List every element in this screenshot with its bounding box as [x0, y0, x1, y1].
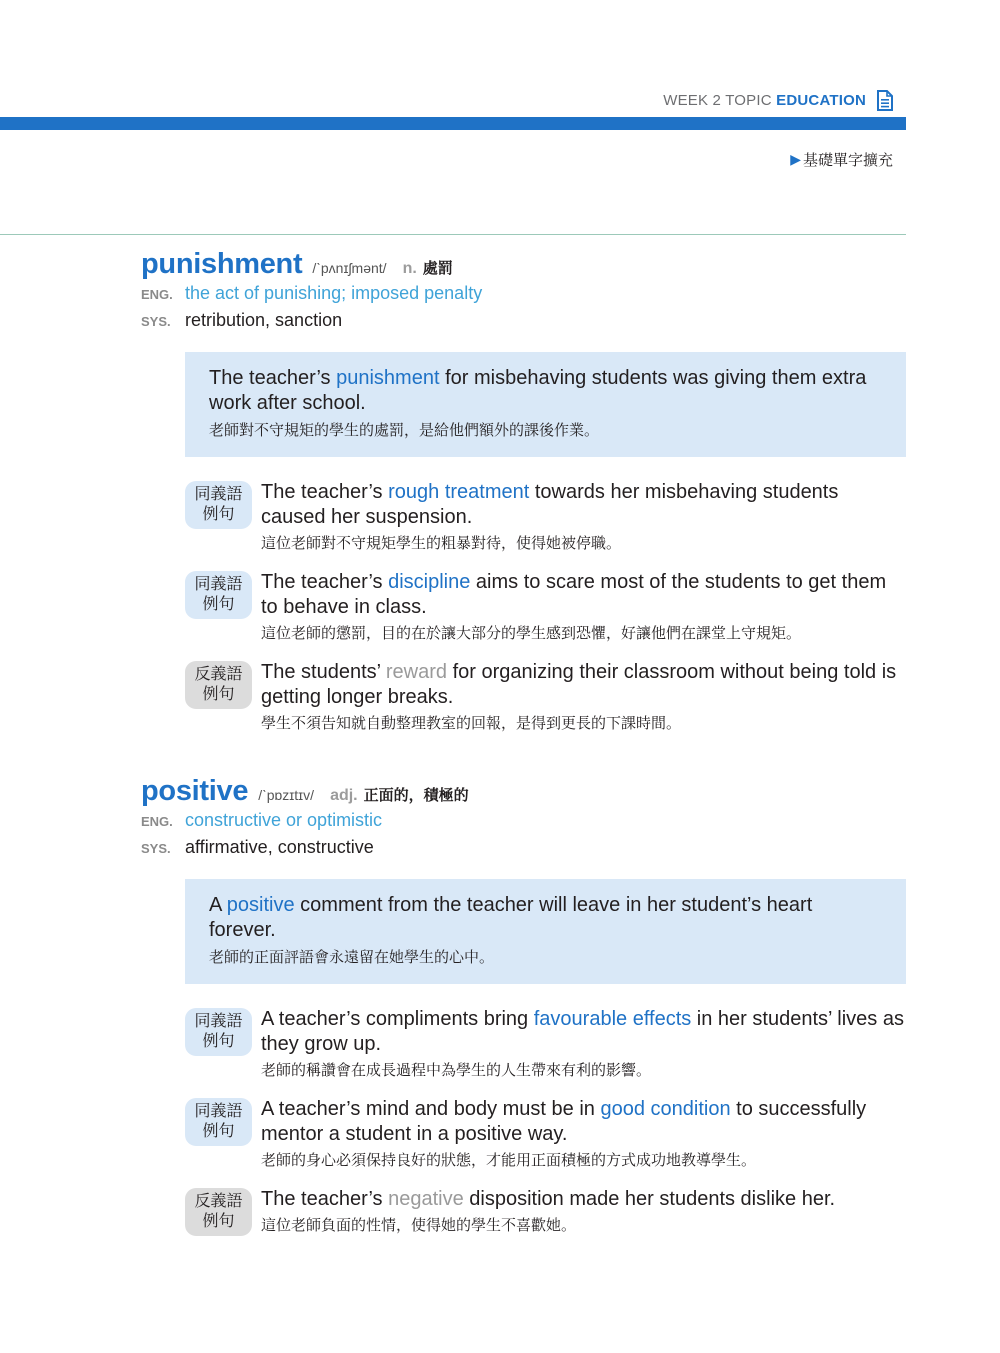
related-english: The teacher’s rough treatment towards her misbehaving students caused her suspension.: [261, 481, 839, 528]
page-header: [663, 88, 894, 112]
headword: positive: [141, 775, 249, 807]
related-chinese: 這位老師對不守規矩學生的粗暴對待，使得她被停職。: [261, 535, 622, 552]
list-item: [185, 480, 906, 557]
eng-definition: ENG. constructive or optimistic: [141, 810, 383, 830]
antonym-badge: 反義語 例句: [185, 1188, 252, 1236]
part-of-speech: n.: [402, 260, 417, 277]
section-tag-text: 基礎單字擴充: [802, 152, 893, 169]
part-of-speech: adj.: [330, 787, 358, 804]
synonym-badge: 同義語 例句: [185, 1008, 252, 1056]
example-english: The teacher’s punishment for misbehaving students was giving them extra work after school.: [209, 367, 867, 414]
synonym-list: SYS. retribution, sanction: [141, 310, 343, 330]
document-icon: [876, 90, 894, 111]
triangle-marker-icon: ▶: [790, 151, 801, 167]
header-topic: EDUCATION: [776, 91, 866, 109]
related-chinese: 老師的稱讚會在成長過程中為學生的人生帶來有利的影響。: [261, 1062, 652, 1079]
synonym-badge: 同義語 例句: [185, 1098, 252, 1146]
example-english: A positive comment from the teacher will leave in her student’s heart forever.: [209, 894, 813, 941]
eng-label: ENG.: [141, 287, 173, 302]
example-sentence-box: [185, 879, 906, 984]
example-chinese: 老師的正面評語會永遠留在她學生的心中。: [209, 949, 495, 966]
pronunciation: /ˋpɒzɪtɪv/: [258, 787, 315, 803]
list-item: [185, 660, 906, 737]
related-english: The teacher’s negative disposition made her students dislike her.: [261, 1188, 836, 1210]
related-chinese: 學生不須告知就自動整理教室的回報，是得到更長的下課時間。: [261, 715, 682, 732]
related-english: A teacher’s mind and body must be in good condition to successfully mentor a student in a positive way.: [261, 1098, 867, 1145]
related-english: The teacher’s discipline aims to scare most of the students to get them to behave in class.: [261, 571, 887, 618]
related-examples: [185, 480, 906, 737]
list-item: [185, 1007, 906, 1084]
list-item: [185, 1097, 906, 1174]
related-english: The students’ reward for organizing their classroom without being told is getting longer breaks.: [261, 661, 897, 708]
list-item: [185, 1187, 906, 1239]
vocab-entry-punishment: [141, 248, 906, 750]
related-chinese: 這位老師的懲罰，目的在於讓大部分的學生感到恐懼，好讓他們在課堂上守規矩。: [261, 625, 802, 642]
related-examples: [185, 1007, 906, 1239]
sys-label: SYS.: [141, 841, 171, 856]
eng-label: ENG.: [141, 814, 173, 829]
example-sentence-box: [185, 352, 906, 457]
synonym-badge: 同義語 例句: [185, 481, 252, 529]
headword: punishment: [141, 248, 303, 280]
pronunciation: /ˋpʌnɪʃmənt/: [312, 260, 387, 276]
related-chinese: 老師的身心必須保持良好的狀態，才能用正面積極的方式成功地教導學生。: [261, 1152, 757, 1169]
header-bar: [0, 117, 906, 130]
related-english: A teacher’s compliments bring favourable effects in her students’ lives as they grow up.: [261, 1008, 904, 1055]
vocab-entry-positive: [141, 775, 906, 1252]
related-chinese: 這位老師負面的性情，使得她的學生不喜歡她。: [261, 1217, 577, 1234]
divider: [0, 234, 906, 235]
chinese-meaning: 正面的，積極的: [363, 787, 469, 804]
synonym-list: SYS. affirmative, constructive: [141, 837, 374, 857]
header-week: WEEK 2 TOPIC EDUCATION: [663, 91, 866, 109]
example-chinese: 老師對不守規矩的學生的處罰，是給他們額外的課後作業。: [209, 422, 600, 439]
antonym-badge: 反義語 例句: [185, 661, 252, 709]
sys-label: SYS.: [141, 314, 171, 329]
list-item: [185, 570, 906, 647]
synonym-badge: 同義語 例句: [185, 571, 252, 619]
section-tag: [790, 149, 893, 170]
chinese-meaning: 處罰: [422, 260, 453, 277]
eng-definition: ENG. the act of punishing; imposed penalty: [141, 283, 483, 303]
